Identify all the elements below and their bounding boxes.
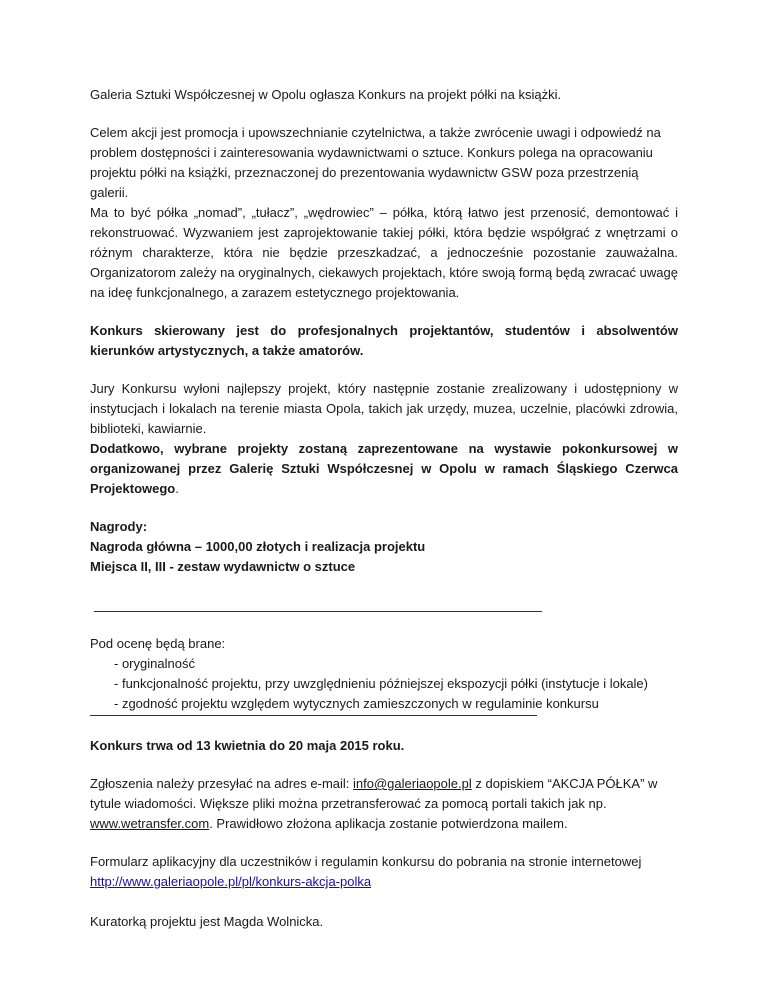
curator-paragraph: Kuratorką projektu jest Magda Wolnicka. bbox=[90, 914, 324, 929]
goal-paragraph: Celem akcji jest promocja i upowszechnianie czytelnictwa, a także zwrócenie uwagi i odpowiedź na problem dostępności i zainteresowania wydawnictwami o sztuce. Konkurs polega na opracowaniu projektu półki na książki, przeznaczonej do prezentowania wydawnictw GSW poza przestrzenią galerii. bbox=[90, 125, 661, 200]
prize-main: Nagroda główna – 1000,00 złotych i realizacja projektu bbox=[90, 539, 426, 554]
list-item: - funkcjonalność projektu, przy uwzględnieniu późniejszej ekspozycji półki (instytucje i lokale) bbox=[114, 674, 678, 694]
form-link[interactable]: http://www.galeriaopole.pl/pl/konkurs-akcja-polka bbox=[90, 874, 372, 889]
form-paragraph: Formularz aplikacyjny dla uczestników i regulamin konkursu do pobrania na stronie internetowej http://www.galeriaopole.pl/pl/konkurs-akcja-polka bbox=[90, 854, 642, 889]
exhibition-text: Dodatkowo, wybrane projekty zostaną zaprezentowane na wystawie pokonkursowej w organizowanej przez Galerię Sztuki Współczesnej w Opolu w ramach Śląskiego Czerwca Projektowego bbox=[90, 441, 678, 496]
criteria-list bbox=[90, 654, 678, 714]
prizes-title: Nagrody: bbox=[90, 519, 148, 534]
email-link[interactable]: info@galeriaopole.pl bbox=[353, 776, 472, 791]
document-body bbox=[90, 85, 678, 932]
criteria-title: Pod ocenę będą brane: bbox=[90, 636, 226, 651]
duration-paragraph: Konkurs trwa od 13 kwietnia do 20 maja 2015 roku. bbox=[90, 738, 405, 753]
nomad-paragraph: Ma to być półka „nomad”, „tułacz”, „wędrowiec” – półka, którą łatwo jest przenosić, demontować i rekonstruować. Wyzwaniem jest zaprojektowanie takiej półki, która będzie współgrać z wnętrzami o różnym charakterze, która nie będzie przeszkadzać, a jednocześnie pozostanie zauważalna. Organizatorom zależy na oryginalnych, ciekawych projektach, które swoją formą będą zwracać uwagę na ideę funkcjonalnego, a zarazem estetycznego projektowania. bbox=[90, 205, 678, 300]
exhibition-end: . bbox=[175, 481, 179, 496]
audience-paragraph bbox=[90, 321, 678, 361]
list-item: - zgodność projektu względem wytycznych zamieszczonych w regulaminie konkursu bbox=[114, 694, 678, 714]
jury-paragraph: Jury Konkursu wyłoni najlepszy projekt, który następnie zostanie zrealizowany i udostępniony w instytucjach i lokalach na terenie miasta Opola, takich jak urzędy, muzea, uczelnie, placówki zdrowia, biblioteki, kawiarnie. bbox=[90, 381, 678, 436]
separator-line bbox=[94, 611, 542, 612]
exhibition-paragraph bbox=[90, 439, 678, 499]
audience-text: Konkurs skierowany jest do profesjonalnych projektantów, studentów i absolwentów kierunków artystycznych, a także amatorów. bbox=[90, 323, 678, 358]
prize-other: Miejsca II, III - zestaw wydawnictw o sztuce bbox=[90, 559, 356, 574]
intro-paragraph: Galeria Sztuki Współczesnej w Opolu ogłasza Konkurs na projekt półki na książki. bbox=[90, 87, 562, 102]
separator-line bbox=[90, 715, 537, 716]
wetransfer-link[interactable]: www.wetransfer.com bbox=[90, 816, 210, 831]
submission-paragraph: Zgłoszenia należy przesyłać na adres e-mail: info@galeriaopole.pl z dopiskiem “AKCJA PÓŁKA” w tytule wiadomości. Większe pliki można przetransferować za pomocą portali takich jak np. www.wetransfer.com. Prawidłowo złożona aplikacja zostanie potwierdzona mailem. bbox=[90, 776, 658, 831]
list-item: - oryginalność bbox=[114, 654, 678, 674]
